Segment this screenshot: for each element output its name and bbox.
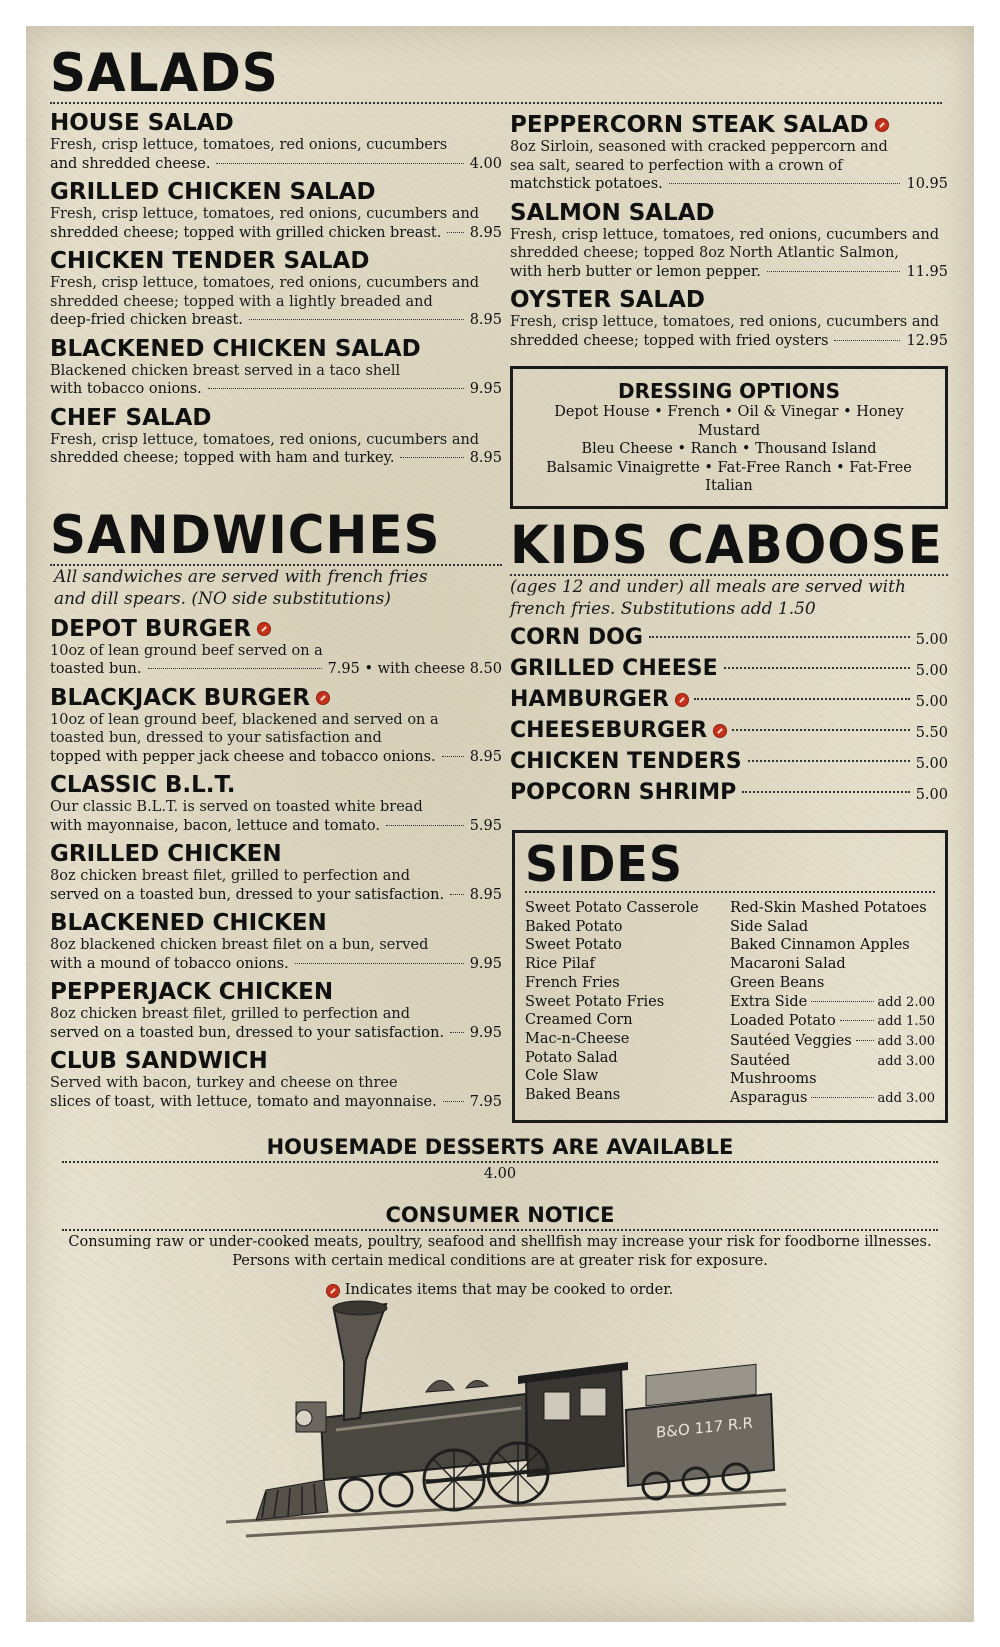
dot-leader [811,1001,873,1002]
kids-item-name-text: POPCORN SHRIMP [510,780,737,805]
item-name [510,112,948,138]
menu-item [50,248,502,330]
item-description: served on a toasted bun, dressed to your satisfaction. [50,1024,445,1041]
item-name-text: PEPPERCORN STEAK SALAD [510,112,869,138]
dot-leader [748,760,910,762]
item-name-text: CLASSIC B.L.T. [50,772,236,798]
sandwiches-title: SANDWICHES [50,503,441,566]
item-description: topped with pepper jack cheese and tobacco onions. [50,748,436,765]
kids-item-price: 5.00 [915,632,948,648]
item-description: sea salt, seared to perfection with a crown of [510,157,843,174]
item-name [50,110,502,136]
notice-rule [62,1229,938,1231]
dressing-options-box [510,366,948,509]
dot-leader [669,183,901,184]
dot-leader [724,667,910,669]
dressing-line: Balsamic Vinaigrette • Fat-Free Ranch • Fat-Free Italian [546,459,912,494]
item-description: toasted bun, dressed to your satisfaction and [50,730,382,746]
side-extra-price: add 1.50 [877,1014,935,1030]
menu-item [50,979,502,1042]
item-price: 10.95 [906,176,948,192]
steam-locomotive-illustration [226,1290,786,1540]
item-price: 4.00 [469,155,502,172]
salads-title: SALADS [50,42,279,104]
sides-right-column [730,899,935,1109]
menu-item [50,179,502,242]
side-extra-price: add 3.00 [877,1053,935,1069]
item-name-text: SALMON SALAD [510,199,715,226]
dot-leader [447,232,463,233]
item-description: and shredded cheese. [50,155,211,172]
item-description: Served with bacon, turkey and cheese on three [50,1075,398,1091]
dot-leader [148,668,322,669]
salads-left-list [50,110,502,468]
item-description: 8oz chicken breast filet, grilled to perfection and [50,868,411,884]
side-item: Red-Skin Mashed Potatoes [730,900,927,916]
kids-note-1: (ages 12 and under) all meals are served with [510,577,906,597]
item-name [50,616,502,642]
cooked-to-order-icon [714,725,726,737]
item-name-text: CHICKEN TENDER SALAD [50,248,370,274]
item-description: Fresh, crisp lettuce, tomatoes, red onions, cucumbers and [510,226,940,243]
dot-leader [742,791,909,793]
sides-title: SIDES [525,835,683,893]
item-price-line [50,224,502,243]
dot-leader [295,963,464,964]
dot-leader [450,894,464,895]
sides-columns [525,899,935,1109]
dot-leader [249,319,464,320]
item-description: Fresh, crisp lettuce, tomatoes, red onions, cucumbers and [50,431,480,448]
notice-line: Consuming raw or under-cooked meats, poultry, seafood and shellfish may increase your risk for foodborne illnesses. [68,1234,932,1250]
item-description: shredded cheese; topped with grilled chicken breast. [50,224,442,241]
item-description: with tobacco onions. [50,381,202,397]
dot-leader [450,1032,464,1033]
item-name [510,200,948,226]
item-price: 7.95 • with cheese 8.50 [327,661,502,677]
item-description: 10oz of lean ground beef served on a [50,642,323,659]
menu-item [50,1048,502,1111]
kids-title: KIDS CABOOSE [510,514,943,576]
sides-left-column [525,899,730,1109]
menu-item [50,336,502,399]
item-description: deep-fried chicken breast. [50,312,243,328]
menu-item [50,910,502,973]
kids-item-name-text: CHEESEBURGER [510,718,708,743]
dot-leader [811,1097,873,1098]
kids-item-name [510,718,726,744]
item-description: shredded cheese; topped 8oz North Atlantic Salmon, [510,245,899,261]
kids-item-name-text: GRILLED CHEESE [510,656,718,681]
dot-leader [208,388,464,389]
side-extra-name: Sautéed Veggies [730,1032,852,1049]
item-price-line [50,155,502,174]
dot-leader [694,698,910,700]
dot-leader [400,457,463,458]
kids-item-name [510,780,736,806]
item-name-text: PEPPERJACK CHICKEN [50,979,334,1005]
cooked-to-order-icon [258,623,270,635]
menu-item [510,200,948,282]
side-extra-name: Asparagus [730,1090,808,1107]
item-name-text: BLACKENED CHICKEN SALAD [50,335,421,362]
side-item: French Fries [525,974,620,991]
item-price: 8.95 [469,224,502,241]
sandwich-list [50,616,502,1112]
item-name [50,979,502,1005]
item-name [510,287,948,313]
kids-item-name [510,687,688,713]
item-price: 8.95 [469,312,502,328]
kids-item-price: 5.00 [915,756,948,772]
sandwiches-note-2: and dill spears. (NO side substitutions) [54,588,391,609]
item-description: 8oz blackened chicken breast filet on a bun, served [50,937,429,953]
item-name [50,772,502,798]
item-name-text: HOUSE SALAD [50,110,234,136]
item-description: 8oz Sirloin, seasoned with cracked peppercorn and [510,139,888,155]
item-price-line [50,1024,502,1043]
item-name [50,685,502,711]
item-name [50,405,502,431]
dressing-title: DRESSING OPTIONS [617,379,841,403]
side-extra-item [730,993,935,1013]
item-description: served on a toasted bun, dressed to your satisfaction. [50,886,445,903]
notice-title: CONSUMER NOTICE [385,1203,615,1227]
kids-item [510,687,948,713]
sides-box [512,830,948,1123]
kids-item [510,625,948,651]
kids-item-name [510,656,718,682]
side-item: Baked Potato [525,918,623,935]
menu-item [50,772,502,835]
side-extra-name: Extra Side [730,993,808,1010]
item-name-text: GRILLED CHICKEN SALAD [50,179,376,205]
side-item: Green Beans [730,974,825,991]
menu-item [50,685,502,767]
item-name-text: CHEF SALAD [50,404,212,431]
side-extra-item [730,1052,935,1089]
desserts-price: 4.00 [483,1166,517,1182]
side-extra-price: add 3.00 [877,1033,935,1049]
item-price: 5.95 [469,817,502,834]
side-item: Creamed Corn [525,1012,633,1029]
item-description: with herb butter or lemon pepper. [510,263,761,280]
side-item: Macaroni Salad [730,956,846,973]
tender-lettering: B&O 117 R.R [656,1413,753,1442]
item-description: Fresh, crisp lettuce, tomatoes, red onions, cucumbers and [50,206,480,222]
item-description: shredded cheese; topped with fried oysters [510,332,829,349]
dot-leader [443,1101,464,1102]
kids-item-price: 5.00 [915,663,948,679]
kids-item-name-text: HAMBURGER [510,687,669,712]
dot-leader [834,340,900,341]
side-extra-name: Sautéed Mushrooms [730,1052,817,1088]
side-item: Sweet Potato [525,937,622,954]
menu-item [510,112,948,194]
dot-leader [649,636,910,638]
item-description: Blackened chicken breast served in a taco shell [50,362,401,379]
left-column [50,42,502,1111]
cooked-to-order-icon [876,119,888,131]
item-name-text: BLACKENED CHICKEN [50,910,327,936]
menu-item [50,405,502,468]
item-price: 12.95 [906,332,948,349]
side-item: Side Salad [730,918,809,935]
legend-text: Indicates items that may be cooked to order. [344,1282,674,1298]
item-price-line [50,748,502,767]
desserts-title: HOUSEMADE DESSERTS ARE AVAILABLE [266,1135,734,1159]
kids-item-name [510,749,742,775]
item-name-text: CLUB SANDWICH [50,1048,268,1074]
item-name [50,910,502,936]
item-description: slices of toast, with lettuce, tomato and mayonnaise. [50,1093,437,1110]
item-name-text: OYSTER SALAD [510,287,705,313]
kids-note-2: french fries. Substitutions add 1.50 [510,599,816,619]
kids-list [510,625,948,806]
item-name [50,841,502,867]
dot-leader [386,825,464,826]
dot-leader [856,1040,874,1041]
dot-leader [216,163,463,164]
item-price: 9.95 [469,1024,502,1041]
item-price-line [50,817,502,836]
item-price-line [50,955,502,974]
side-item: Mac-n-Cheese [525,1030,630,1047]
item-description: toasted bun. [50,661,142,677]
side-item: Sweet Potato Fries [525,993,665,1010]
item-name [50,1048,502,1074]
item-name [50,179,502,205]
item-description: with a mound of tobacco onions. [50,955,289,972]
cooked-to-order-icon [676,694,688,706]
side-extra-name: Loaded Potato [730,1013,836,1030]
kids-section [510,514,948,806]
dressing-line: Depot House • French • Oil & Vinegar • Honey Mustard [554,404,904,439]
sandwiches-note-1: All sandwiches are served with french fries [54,566,428,587]
kids-item-name-text: CHICKEN TENDERS [510,749,742,774]
side-extra-item [730,1089,935,1109]
item-description: Fresh, crisp lettuce, tomatoes, red onions, cucumbers and [50,275,480,291]
kids-item [510,656,948,682]
item-price: 8.95 [469,748,502,765]
side-item: Baked Beans [525,1087,621,1104]
side-extra-price: add 3.00 [877,1091,935,1107]
menu-page [26,26,974,1622]
dot-leader [840,1020,874,1021]
item-price: 11.95 [906,263,948,280]
kids-item [510,718,948,744]
side-extra-item [730,1012,935,1032]
item-price: 9.95 [469,955,502,972]
item-price: 9.95 [469,381,502,397]
item-price: 8.95 [469,450,502,466]
menu-item [50,841,502,904]
side-item: Rice Pilaf [525,956,595,973]
item-price: 8.95 [469,886,502,903]
kids-item-price: 5.50 [915,725,948,741]
item-description: matchstick potatoes. [510,176,663,192]
item-description: Fresh, crisp lettuce, tomatoes, red onions, cucumbers and [510,314,940,330]
desserts-rule [62,1161,938,1163]
item-description: 10oz of lean ground beef, blackened and served on a [50,711,439,728]
item-name [50,336,502,362]
item-price-line [50,311,502,330]
item-price-line [50,886,502,905]
notice-line: Persons with certain medical conditions are at greater risk for exposure. [232,1253,768,1269]
item-price-line [50,449,502,468]
item-name-text: DEPOT BURGER [50,615,252,642]
side-item: Sweet Potato Casserole [525,900,699,916]
side-item: Potato Salad [525,1049,618,1066]
dot-leader [767,271,901,272]
item-name [50,248,502,274]
item-description: 8oz chicken breast filet, grilled to perfection and [50,1006,411,1022]
item-price-line [510,332,948,351]
item-description: shredded cheese; topped with ham and turkey. [50,450,395,466]
side-item: Baked Cinnamon Apples [730,937,910,954]
kids-item-name-text: CORN DOG [510,625,643,650]
item-name-text: GRILLED CHICKEN [50,841,282,867]
cooked-to-order-icon [317,692,329,704]
menu-item [510,287,948,350]
menu-item [50,616,502,679]
item-price-line [510,263,948,282]
bottom-notices [62,1134,938,1300]
item-price-line [50,660,502,679]
menu-item [50,110,502,173]
item-name-text: BLACKJACK BURGER [50,684,310,711]
kids-item [510,780,948,806]
item-description: with mayonnaise, bacon, lettuce and tomato. [50,817,380,834]
dot-leader [442,756,464,757]
item-description: Our classic B.L.T. is served on toasted white bread [50,799,423,815]
side-extra-item [730,1032,935,1052]
item-price-line [50,380,502,399]
kids-item-price: 5.00 [915,787,948,803]
item-price-line [50,1093,502,1112]
kids-item-name [510,625,643,651]
item-description: Fresh, crisp lettuce, tomatoes, red onions, cucumbers [50,137,448,153]
item-price-line [510,175,948,194]
side-item: Cole Slaw [525,1068,599,1085]
salads-right-list [510,112,948,350]
dot-leader [732,729,910,731]
kids-item [510,749,948,775]
right-column [510,106,948,509]
side-extra-price: add 2.00 [877,994,935,1010]
dressing-line: Bleu Cheese • Ranch • Thousand Island [581,441,877,457]
item-price: 7.95 [469,1093,502,1110]
kids-item-price: 5.00 [915,694,948,710]
item-description: shredded cheese; topped with a lightly breaded and [50,293,433,310]
